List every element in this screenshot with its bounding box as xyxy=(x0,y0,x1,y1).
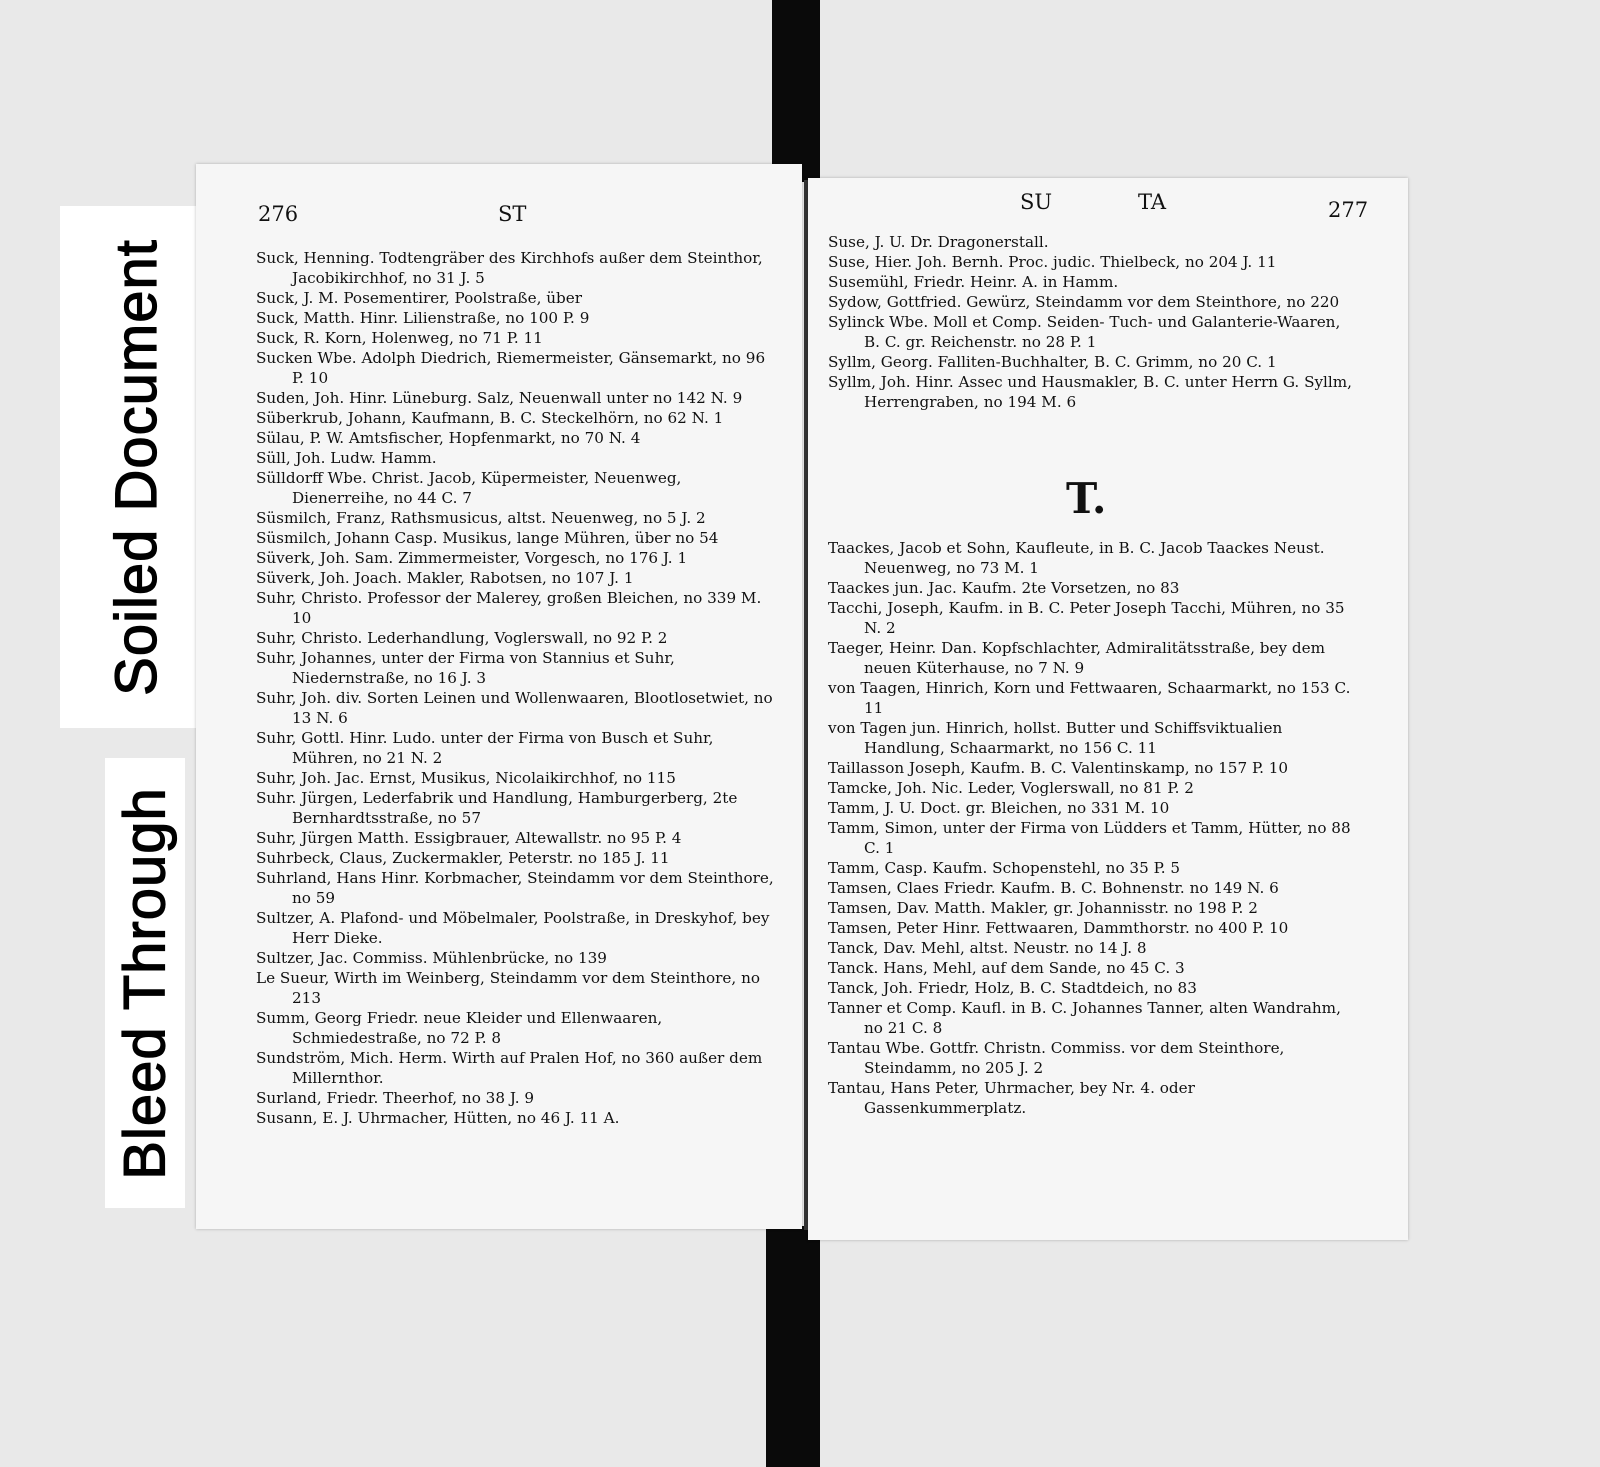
directory-entry: Syllm, Joh. Hinr. Assec und Hausmakler, B. C. unter Herrn G. Syllm, Herrengraben, no 194 M. 6 xyxy=(828,373,1352,411)
left-entry-list xyxy=(256,248,776,1128)
book-spine-bottom xyxy=(766,1226,820,1467)
soiled-document-label xyxy=(60,206,212,728)
directory-entry: Taeger, Heinr. Dan. Kopfschlachter, Admiralitätsstraße, bey dem neuen Küterhause, no 7 N. 9 xyxy=(828,639,1326,677)
directory-entry: Sucken Wbe. Adolph Diedrich, Riemermeister, Gänsemarkt, no 96 P. 10 xyxy=(256,349,766,387)
directory-entry: Süll, Joh. Ludw. Hamm. xyxy=(256,449,437,467)
directory-entry: Surland, Friedr. Theerhof, no 38 J. 9 xyxy=(256,1089,535,1107)
directory-entry: Sülau, P. W. Amtsfischer, Hopfenmarkt, no 70 N. 4 xyxy=(256,429,641,447)
directory-entry: Suhr, Gottl. Hinr. Ludo. unter der Firma von Busch et Suhr, Mühren, no 21 N. 2 xyxy=(256,729,714,767)
right-running-head-su: SU xyxy=(1020,190,1053,214)
directory-entry: Sultzer, A. Plafond- und Möbelmaler, Poolstraße, in Dreskyhof, bey Herr Dieke. xyxy=(256,909,770,947)
directory-entry: Süsmilch, Franz, Rathsmusicus, altst. Neuenweg, no 5 J. 2 xyxy=(256,509,706,527)
directory-entry: Tantau, Hans Peter, Uhrmacher, bey Nr. 4. oder Gassenkummerplatz. xyxy=(828,1079,1195,1117)
right-entry-list-su xyxy=(828,232,1358,412)
right-entry-list-ta xyxy=(828,538,1358,1118)
directory-entry: Süberkrub, Johann, Kaufmann, B. C. Steckelhörn, no 62 N. 1 xyxy=(256,409,724,427)
directory-entry: Suden, Joh. Hinr. Lüneburg. Salz, Neuenwall unter no 142 N. 9 xyxy=(256,389,743,407)
bleed-through-text: Bleed Through xyxy=(112,786,178,1180)
right-running-head-ta: TA xyxy=(1138,190,1167,214)
directory-entry: Suck, Henning. Todtengräber des Kirchhofs außer dem Steinthor, Jacobikirchhof, no 31 J. 5 xyxy=(256,249,763,287)
directory-entry: Suhr, Christo. Lederhandlung, Voglerswall, no 92 P. 2 xyxy=(256,629,668,647)
directory-entry: Tamsen, Claes Friedr. Kaufm. B. C. Bohnenstr. no 149 N. 6 xyxy=(828,879,1279,897)
directory-entry: Sylinck Wbe. Moll et Comp. Seiden- Tuch- und Galanterie-Waaren, B. C. gr. Reichenstr. no 28 P. 1 xyxy=(828,313,1341,351)
right-page xyxy=(808,178,1408,1240)
directory-entry: Suhr, Christo. Professor der Malerey, großen Bleichen, no 339 M. 10 xyxy=(256,589,762,627)
directory-entry: Suck, J. M. Posementirer, Poolstraße, über xyxy=(256,289,582,307)
directory-entry: Süsmilch, Johann Casp. Musikus, lange Mühren, über no 54 xyxy=(256,529,719,547)
directory-entry: Suse, J. U. Dr. Dragonerstall. xyxy=(828,233,1049,251)
directory-entry: Taackes, Jacob et Sohn, Kaufleute, in B. C. Jacob Taackes Neust. Neuenweg, no 73 M. 1 xyxy=(828,539,1325,577)
directory-entry: Suhrland, Hans Hinr. Korbmacher, Steindamm vor dem Steinthore, no 59 xyxy=(256,869,774,907)
directory-entry: Tamcke, Joh. Nic. Leder, Voglerswall, no 81 P. 2 xyxy=(828,779,1194,797)
left-running-head: ST xyxy=(498,202,527,226)
directory-entry: von Taagen, Hinrich, Korn und Fettwaaren, Schaarmarkt, no 153 C. 11 xyxy=(828,679,1351,717)
directory-entry: Suhr, Johannes, unter der Firma von Stannius et Suhr, Niedernstraße, no 16 J. 3 xyxy=(256,649,675,687)
directory-entry: Susemühl, Friedr. Heinr. A. in Hamm. xyxy=(828,273,1119,291)
directory-entry: Suhr, Jürgen Matth. Essigbrauer, Altewallstr. no 95 P. 4 xyxy=(256,829,682,847)
directory-entry: Syllm, Georg. Falliten-Buchhalter, B. C. Grimm, no 20 C. 1 xyxy=(828,353,1277,371)
left-page-number: 276 xyxy=(258,202,299,226)
directory-entry: Suhr, Joh. Jac. Ernst, Musikus, Nicolaikirchhof, no 115 xyxy=(256,769,676,787)
directory-entry: Tamsen, Dav. Matth. Makler, gr. Johannisstr. no 198 P. 2 xyxy=(828,899,1258,917)
left-page xyxy=(196,164,802,1229)
directory-entry: Süverk, Joh. Sam. Zimmermeister, Vorgesch, no 176 J. 1 xyxy=(256,549,688,567)
directory-entry: von Tagen jun. Hinrich, hollst. Butter und Schiffsviktualien Handlung, Schaarmarkt, no 156 C. 11 xyxy=(828,719,1283,757)
book-spine-top xyxy=(772,0,820,182)
directory-entry: Sundström, Mich. Herm. Wirth auf Pralen Hof, no 360 außer dem Millernthor. xyxy=(256,1049,763,1087)
directory-entry: Suse, Hier. Joh. Bernh. Proc. judic. Thielbeck, no 204 J. 11 xyxy=(828,253,1277,271)
directory-entry: Tanck, Dav. Mehl, altst. Neustr. no 14 J. 8 xyxy=(828,939,1147,957)
directory-entry: Tacchi, Joseph, Kaufm. in B. C. Peter Joseph Tacchi, Mühren, no 35 N. 2 xyxy=(828,599,1345,637)
directory-entry: Tamm, Simon, unter der Firma von Lüdders et Tamm, Hütter, no 88 C. 1 xyxy=(828,819,1351,857)
directory-entry: Taackes jun. Jac. Kaufm. 2te Vorsetzen, no 83 xyxy=(828,579,1180,597)
directory-entry: Tamm, J. U. Doct. gr. Bleichen, no 331 M. 10 xyxy=(828,799,1170,817)
directory-entry: Tamsen, Peter Hinr. Fettwaaren, Dammthorstr. no 400 P. 10 xyxy=(828,919,1289,937)
directory-entry: Sydow, Gottfried. Gewürz, Steindamm vor dem Steinthore, no 220 xyxy=(828,293,1340,311)
directory-entry: Tantau Wbe. Gottfr. Christn. Commiss. vor dem Steinthore, Steindamm, no 205 J. 2 xyxy=(828,1039,1285,1077)
directory-entry: Tanck. Hans, Mehl, auf dem Sande, no 45 C. 3 xyxy=(828,959,1185,977)
directory-entry: Tanck, Joh. Friedr, Holz, B. C. Stadtdeich, no 83 xyxy=(828,979,1197,997)
directory-entry: Tanner et Comp. Kaufl. in B. C. Johannes Tanner, alten Wandrahm, no 21 C. 8 xyxy=(828,999,1341,1037)
section-letter-t: T. xyxy=(1066,474,1107,523)
directory-entry: Le Sueur, Wirth im Weinberg, Steindamm vor dem Steinthore, no 213 xyxy=(256,969,760,1007)
directory-entry: Tamm, Casp. Kaufm. Schopenstehl, no 35 P. 5 xyxy=(828,859,1181,877)
directory-entry: Susann, E. J. Uhrmacher, Hütten, no 46 J. 11 A. xyxy=(256,1109,620,1127)
directory-entry: Suhr. Jürgen, Lederfabrik und Handlung, Hamburgerberg, 2te Bernhardtsstraße, no 57 xyxy=(256,789,738,827)
directory-entry: Suhr, Joh. div. Sorten Leinen und Wollenwaaren, Blootlosetwiet, no 13 N. 6 xyxy=(256,689,773,727)
soiled-document-text: Soiled Document xyxy=(103,238,169,696)
directory-entry: Süverk, Joh. Joach. Makler, Rabotsen, no 107 J. 1 xyxy=(256,569,634,587)
bleed-through-label xyxy=(105,758,185,1208)
directory-entry: Suck, R. Korn, Holenweg, no 71 P. 11 xyxy=(256,329,543,347)
directory-entry: Summ, Georg Friedr. neue Kleider und Ellenwaaren, Schmiedestraße, no 72 P. 8 xyxy=(256,1009,663,1047)
directory-entry: Suhrbeck, Claus, Zuckermakler, Peterstr. no 185 J. 11 xyxy=(256,849,670,867)
directory-entry: Taillasson Joseph, Kaufm. B. C. Valentinskamp, no 157 P. 10 xyxy=(828,759,1289,777)
directory-entry: Sülldorff Wbe. Christ. Jacob, Küpermeister, Neuenweg, Dienerreihe, no 44 C. 7 xyxy=(256,469,682,507)
right-page-number: 277 xyxy=(1328,198,1369,222)
directory-entry: Sultzer, Jac. Commiss. Mühlenbrücke, no 139 xyxy=(256,949,607,967)
directory-entry: Suck, Matth. Hinr. Lilienstraße, no 100 P. 9 xyxy=(256,309,590,327)
